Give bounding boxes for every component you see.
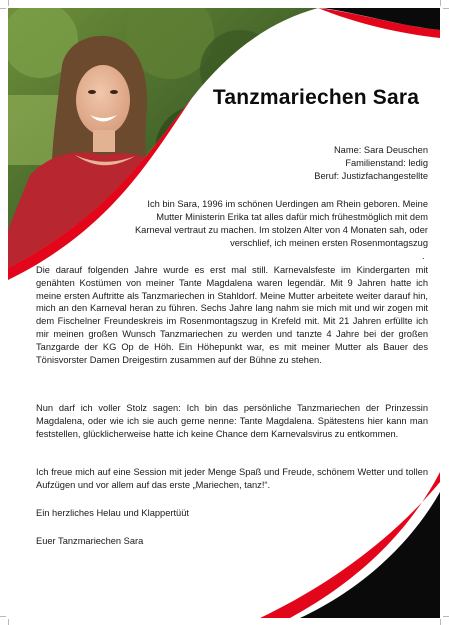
crop-mark <box>8 0 9 6</box>
crop-mark <box>443 8 449 9</box>
info-name: Name: Sara Deuschen <box>333 145 428 155</box>
body-paragraph-2: Die darauf folgenden Jahre wurde es erst mal still. Karnevalsfeste im Kindergarten mit genähten Kostümen von meiner Tante Magdalena waren legendär. Mit 9 Jahren hatte ich meine ersten Auftritte als Tanzmariechen in Stahldorf. Meine Mutter arbeitete weiter darauf hin, mich an den Karneval heran zu führen. Sechs Jahre lang nahm sie mich mit und wir zogen mit dem Fischelner Freundeskreis im Rosenmontagszug in Krefeld mit. Mit 21 Jahren erfüllte ich mir meinen großen Wunsch Tanzmariechen zu werden und tanzte 4 Jahre bei der großen Tanzgarde der KG Op de Höh. Ein Höhepunkt war, es mit meiner Mutter als Bauer des Tönisvorster Damen Dreigestirn zusammen auf der Bühne zu stehen. <box>36 265 428 365</box>
crop-mark <box>443 616 449 617</box>
intro-line: Ich bin Sara, 1996 im schönen Uerdingen am Rhein geboren. Meine <box>147 199 428 209</box>
info-job: Beruf: Justizfachangestellte <box>314 171 428 181</box>
crop-mark <box>8 619 9 625</box>
signature-line: Euer Tanzmariechen Sara <box>36 536 144 546</box>
body-paragraph-4: Ich freue mich auf eine Session mit jeder Menge Spaß und Freude, schönem Wetter und tollen Aufzügen und vor allem auf das erste „Mariechen, tanz!“. <box>36 467 428 490</box>
crop-mark <box>0 616 6 617</box>
closing-greeting: Ein herzliches Helau und Klappertüüt <box>36 508 189 518</box>
crop-mark <box>440 0 441 6</box>
intro-line: verschlief, ich meinen ersten Rosenmontagszug <box>230 238 428 248</box>
stray-dot: . <box>422 251 425 261</box>
intro-line: Mutter Ministerin Erika tat alles dafür mich frühestmöglich mit dem <box>156 212 428 222</box>
crop-mark <box>440 619 441 625</box>
crop-mark <box>0 8 6 9</box>
info-marital-status: Familienstand: ledig <box>345 158 428 168</box>
body-paragraph-3: Nun darf ich voller Stolz sagen: Ich bin das persönliche Tanzmariechen der Prinzessin Magdalena, oder wie ich sie auch gerne nenne: Tante Magdalena. Spätestens hier kann man feststellen, glücklicherweise hatte ich keine Chance dem Karnevalsvirus zu entkommen. <box>36 403 428 439</box>
page-title: Tanzmariechen Sara <box>212 86 420 109</box>
intro-line: Karneval vertraut zu machen. Im stolzen Alter von 4 Monaten sah, oder <box>134 225 428 235</box>
